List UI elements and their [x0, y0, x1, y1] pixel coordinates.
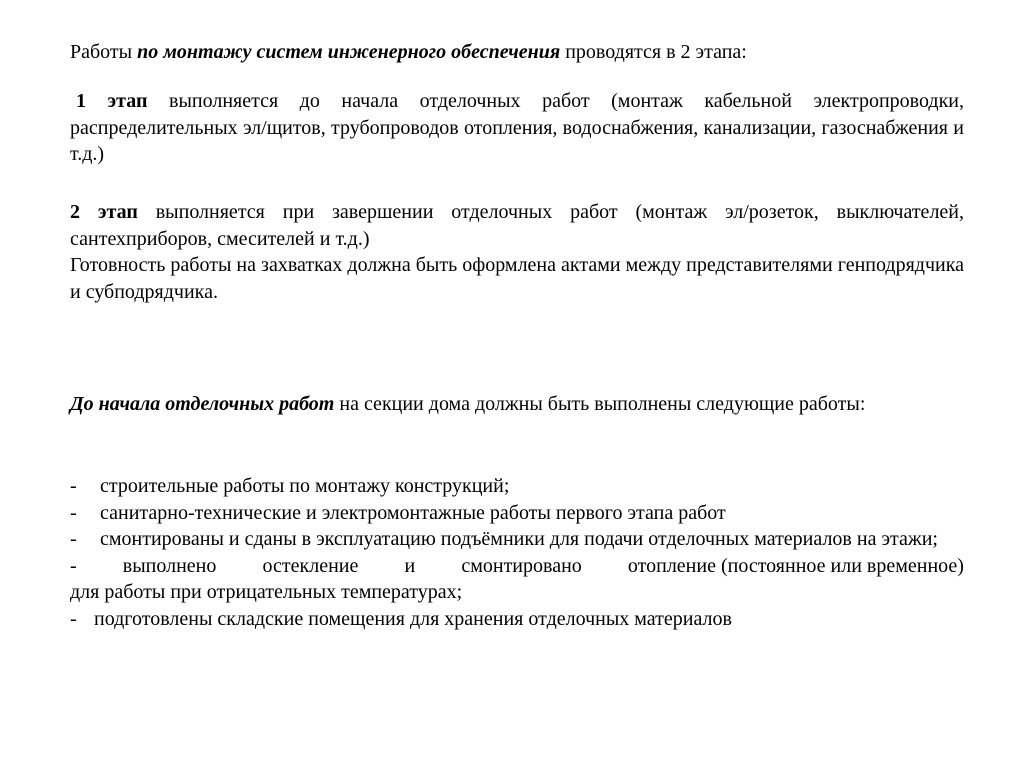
list-item-4-word: выполнено: [122, 554, 217, 577]
intro-paragraph: [70, 39, 964, 66]
stage2-label: 2 этап: [70, 201, 138, 223]
list-item-4-word: и: [404, 554, 416, 577]
list-item: [70, 500, 964, 527]
list-item-3-text: смонтированы и сданы в эксплуатацию подъёмники для подачи отделочных материалов на этажи;: [100, 528, 938, 550]
list-item: [70, 553, 964, 580]
intro-emphasis: по монтажу систем инженерного обеспечения: [137, 41, 561, 63]
list-item: [70, 473, 964, 500]
works-list: [70, 473, 964, 632]
before-emphasis: До начала отделочных работ: [70, 393, 335, 415]
list-dash: -: [70, 475, 77, 497]
before-text: на секции дома должны быть выполнены следующие работы:: [334, 393, 866, 415]
stage1-paragraph: [70, 88, 964, 168]
list-item-5-text: подготовлены складские помещения для хранения отделочных материалов: [94, 607, 732, 630]
stage1-text: выполняется до начала отделочных работ (монтаж кабельной электропроводки, распределительных эл/щитов, трубопроводов отопления, водоснабжения, канализации, газоснабжения и т.д.): [70, 90, 964, 165]
list-item: [70, 526, 964, 553]
list-item-continuation: для работы при отрицательных температурах;: [70, 581, 463, 603]
intro-suffix: проводятся в 2 этапа:: [560, 41, 747, 63]
list-item-4-word: отопление (постоянное или временное): [627, 554, 964, 577]
before-paragraph: [70, 391, 964, 418]
list-item-2-text: санитарно-технические и электромонтажные работы первого этапа работ: [100, 501, 726, 524]
intro-prefix: Работы: [70, 41, 138, 63]
stage1-label: 1 этап: [76, 90, 148, 112]
list-item: [70, 606, 964, 633]
stage2-text: выполняется при завершении отделочных работ (монтаж эл/розеток, выключателей, сантехприборов, смесителей и т.д.): [70, 201, 964, 250]
readiness-paragraph: Готовность работы на захватках должна быть оформлена актами между представителями генподрядчика и субподрядчика.: [70, 254, 964, 303]
list-item-4-word: смонтировано: [461, 554, 582, 577]
document-page: [70, 0, 964, 767]
list-dash: -: [70, 554, 77, 577]
list-dash: -: [70, 528, 77, 550]
list-dash: -: [70, 607, 77, 630]
list-item-4-word: остекление: [262, 554, 359, 577]
list-item-1-text: строительные работы по монтажу конструкций;: [100, 475, 510, 497]
stage2-paragraph: [70, 199, 964, 252]
list-dash: -: [70, 501, 77, 524]
